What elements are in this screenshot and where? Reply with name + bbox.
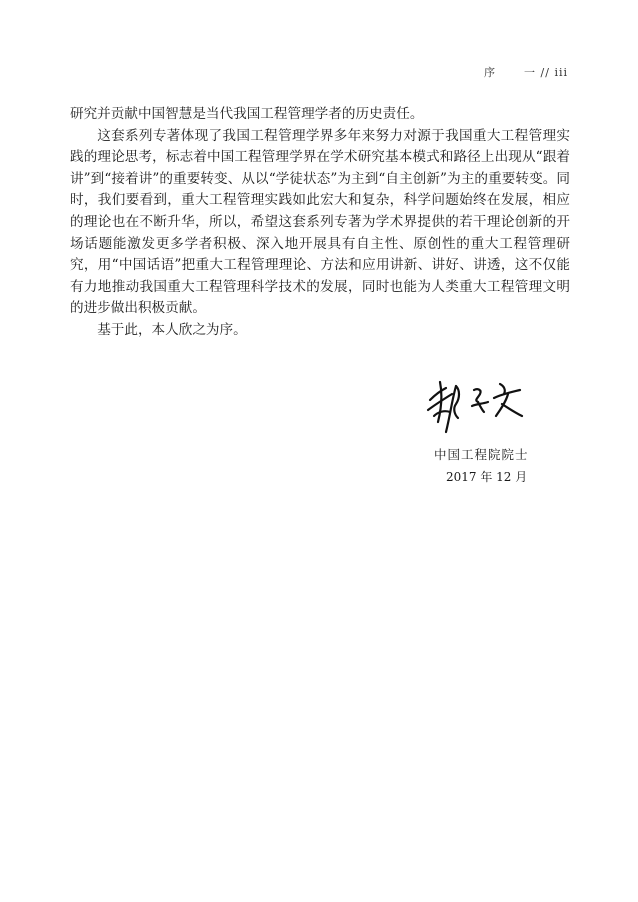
preface-body [70, 104, 570, 342]
author-title: 中国工程院院士 [434, 447, 529, 462]
handwritten-signature [422, 372, 532, 434]
paragraph-closing: 基于此，本人欣之为序。 [97, 321, 247, 338]
header-title-char-1: 序 [484, 66, 497, 79]
running-header [484, 64, 568, 80]
page-number: // iii [540, 66, 568, 79]
paragraph-main: 这套系列专著体现了我国工程管理学界多年来努力对源于我国重大工程管理实践的理论思考，标志着中国工程管理学界在学术研究基本模式和路径上出现从“跟着讲”到“接着讲”的重要转变、从以“学徒状态”为主到“自主创新”为主的重要转变。同时，我们要看到，重大工程管理实践如此宏大和复杂，科学问题始终在发展，相应的理论也在不断升华，所以，希望这套系列专著为学术界提供的若干理论创新的开场话题能激发更多学者积极、深入地开展具有自主性、原创性的重大工程管理研究，用“中国话语”把重大工程管理理论、方法和应用讲新、讲好、讲透，这不仅能有力地推动我国重大工程管理科学技术的发展，同时也能为人类重大工程管理文明的进步做出积极贡献。 [70, 127, 570, 317]
paragraph-continuation: 研究并贡献中国智慧是当代我国工程管理学者的历史责任。 [70, 106, 424, 122]
header-title-char-2: 一 [524, 66, 537, 79]
signature-date: 2017 年 12 月 [446, 470, 528, 484]
